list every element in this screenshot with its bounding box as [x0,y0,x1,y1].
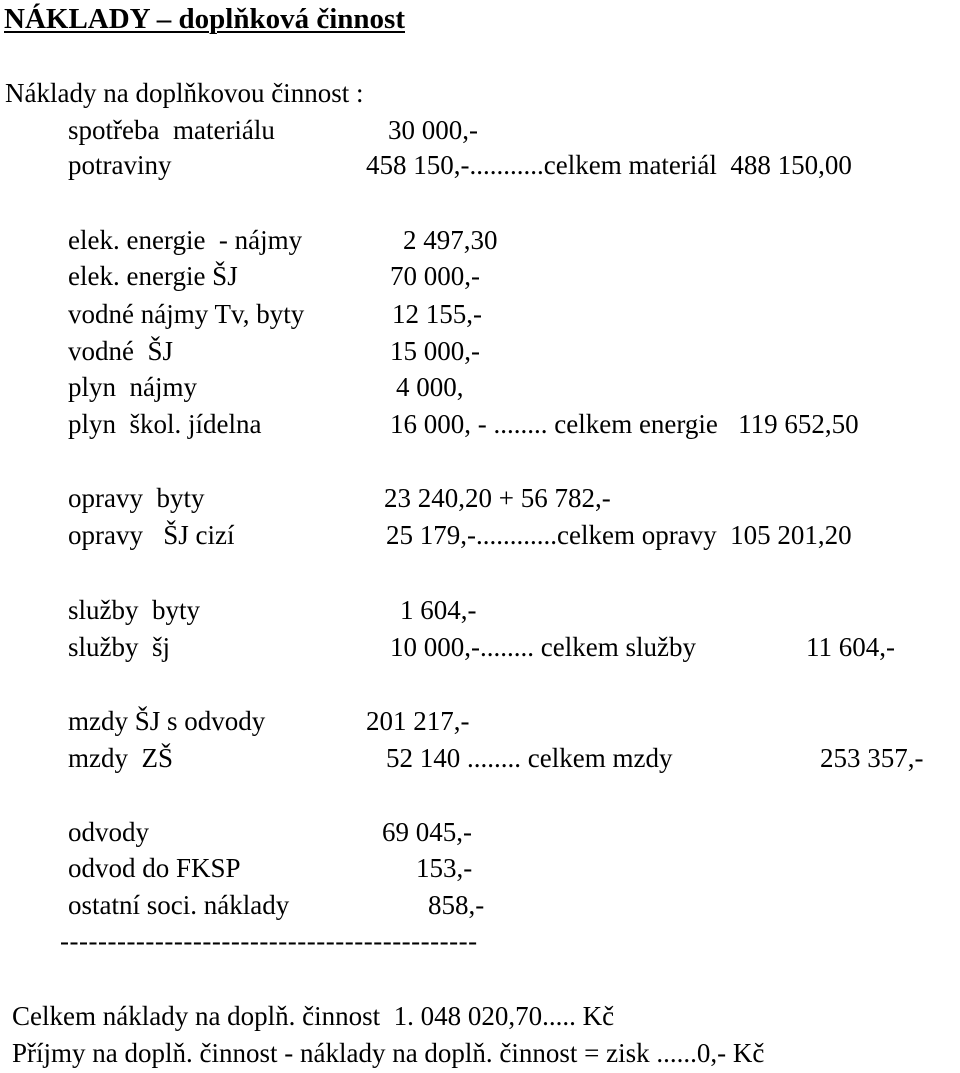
cost-value-material: 30 000,- [388,115,478,145]
cost-value-soci: 858,- [428,890,485,920]
cost-value-sluzby-sj: 10 000,-........ celkem služby [390,632,696,662]
cost-label-odvody: odvody [68,817,149,847]
cost-value-odvody: 69 045,- [382,817,472,847]
cost-total-mzdy: 253 357,- [820,743,924,773]
cost-value-plyn-najmy: 4 000, [396,372,464,402]
cost-total-sluzby: 11 604,- [806,632,895,662]
cost-label-mzdy-zs: mzdy ZŠ [68,743,173,773]
cost-value-plyn-jidelna: 16 000, - ........ celkem energie 119 652,50 [390,409,859,439]
cost-label-plyn-najmy: plyn nájmy [68,372,197,402]
section-intro: Náklady na doplňkovou činnost : [5,78,364,108]
cost-value-mzdy-zs: 52 140 ........ celkem mzdy [386,743,673,773]
cost-label-plyn-jidelna: plyn škol. jídelna [68,409,262,439]
cost-value-potraviny: 458 150,-...........celkem materiál 488 150,00 [366,150,852,180]
cost-value-elek-najmy: 2 497,30 [403,225,498,255]
cost-label-soci: ostatní soci. náklady [68,890,290,920]
summary-result: Příjmy na doplň. činnost - náklady na doplň. činnost = zisk ......0,- Kč [12,1038,765,1068]
cost-value-vodne-najmy: 12 155,- [392,299,482,329]
cost-label-potraviny: potraviny [68,150,172,180]
cost-label-material: spotřeba materiálu [68,115,275,145]
cost-label-elek-sj: elek. energie ŠJ [68,261,238,291]
cost-label-opravy-byty: opravy byty [68,483,205,513]
page-title: NÁKLADY – doplňková činnost [4,3,405,35]
cost-label-opravy-sj: opravy ŠJ cizí [68,520,235,550]
cost-value-opravy-byty: 23 240,20 + 56 782,- [384,483,611,513]
separator-line: -------------------------------------------- [60,926,478,956]
cost-value-sluzby-byty: 1 604,- [400,595,477,625]
cost-label-fksp: odvod do FKSP [68,853,241,883]
summary-total: Celkem náklady na doplň. činnost 1. 048 020,70..... Kč [12,1001,615,1031]
cost-label-mzdy-sj: mzdy ŠJ s odvody [68,706,266,736]
cost-label-sluzby-sj: služby šj [68,632,171,662]
cost-value-vodne-sj: 15 000,- [390,336,480,366]
cost-value-mzdy-sj: 201 217,- [366,706,470,736]
cost-value-fksp: 153,- [416,853,473,883]
cost-label-elek-najmy: elek. energie - nájmy [68,225,303,255]
cost-value-elek-sj: 70 000,- [390,261,480,291]
cost-label-sluzby-byty: služby byty [68,595,200,625]
cost-value-opravy-sj: 25 179,-............celkem opravy 105 201,20 [386,520,852,550]
cost-label-vodne-sj: vodné ŠJ [68,336,174,366]
cost-label-vodne-najmy: vodné nájmy Tv, byty [68,299,305,329]
